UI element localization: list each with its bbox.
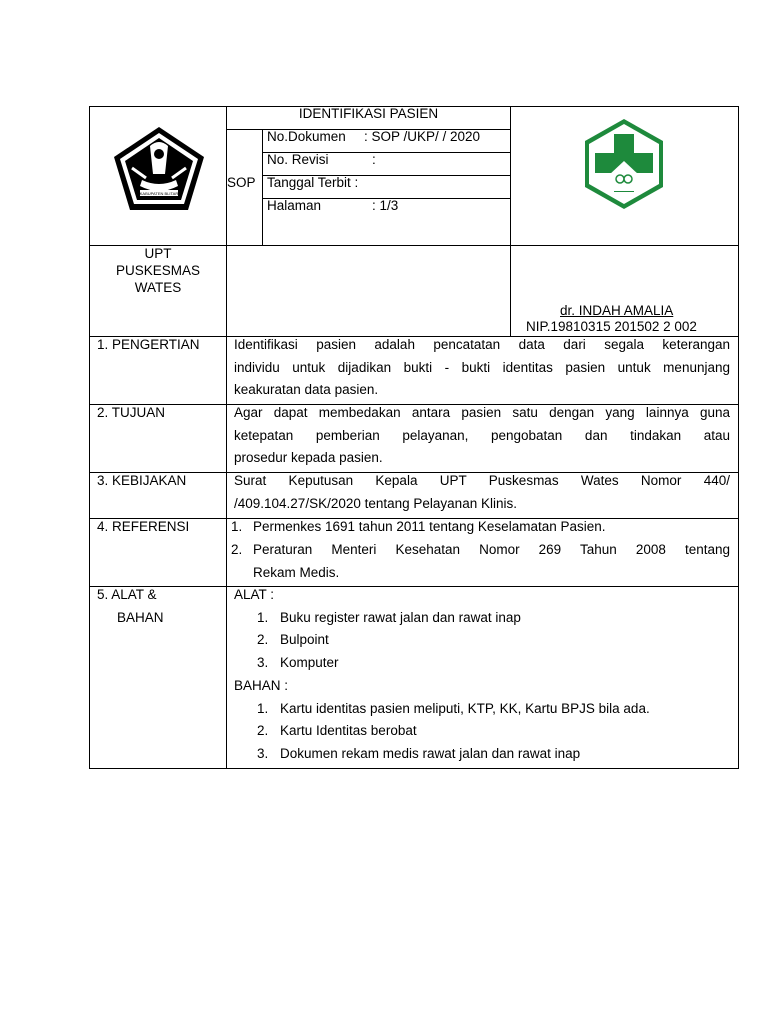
kebijakan-line-2: /409.104.27/SK/2020 tentang Pelayanan Klinis. (234, 496, 517, 511)
bahan-item-1: Kartu identitas pasien meliputi, KTP, KK, Kartu BPJS bila ada. (280, 701, 650, 716)
doc-number-label: No.Dokumen (267, 129, 346, 144)
referensi-item-2-num: 2. (231, 542, 243, 557)
logo-caption: KABUPATEN BLITAR (139, 191, 179, 196)
alat-item-1: Buku register rawat jalan dan rawat inap (280, 610, 521, 625)
signer-name: dr. INDAH AMALIA (560, 303, 674, 318)
bahan-item-3: Dokumen rekam medis rawat jalan dan rawat inap (280, 746, 581, 761)
kabupaten-blitar-logo (110, 124, 208, 214)
pengertian-line-3: keakuratan data pasien. (234, 382, 379, 397)
referensi-item-2-cont: Rekam Medis. (253, 565, 340, 580)
org-name-line3: WATES (134, 280, 182, 295)
section-label-referensi: 4. REFERENSI (97, 519, 190, 534)
issue-date-label: Tanggal Terbit : (267, 175, 359, 190)
referensi-item-1-num: 1. (231, 519, 243, 534)
document-title: IDENTIFIKASI PASIEN (298, 106, 439, 121)
section-label-kebijakan: 3. KEBIJAKAN (97, 473, 187, 488)
puskesmas-logo (577, 117, 671, 211)
tujuan-line-3: prosedur kepada pasien. (234, 450, 383, 465)
kebijakan-line-1: Surat Keputusan Kepala UPT Puskesmas Wates Nomor 440/ (234, 473, 730, 488)
alat-item-2: Bulpoint (280, 632, 329, 647)
sop-label: SOP (227, 175, 256, 190)
bahan-item-2: Kartu Identitas berobat (280, 723, 417, 738)
tujuan-line-2: ketepatan pemberian pelayanan, pengobatan dan tindakan atau (234, 428, 730, 443)
alat-item-1-num: 1. (257, 610, 269, 625)
bahan-heading: BAHAN : (234, 678, 289, 693)
page-value: : 1/3 (372, 198, 399, 213)
revision-value: : (372, 152, 376, 167)
section-label-alat-bahan-1: 5. ALAT & (97, 587, 157, 602)
tujuan-line-1: Agar dapat membedakan antara pasien satu dengan yang lainnya guna (234, 405, 730, 420)
doc-number-value: : SOP /UKP/ / 2020 (364, 129, 481, 144)
bahan-item-3-num: 3. (257, 746, 269, 761)
bahan-item-2-num: 2. (257, 723, 269, 738)
referensi-item-1: Permenkes 1691 tahun 2011 tentang Keselamatan Pasien. (253, 519, 606, 534)
page-label: Halaman (267, 198, 322, 213)
alat-item-3: Komputer (280, 655, 339, 670)
section-label-alat-bahan-2: BAHAN (117, 610, 164, 625)
alat-item-2-num: 2. (257, 632, 269, 647)
signer-nip: NIP.19810315 201502 2 002 (526, 319, 697, 334)
revision-label: No. Revisi (267, 152, 329, 167)
pengertian-line-2: individu untuk dijadikan bukti - bukti identitas pasien untuk menunjang (234, 360, 730, 375)
section-label-pengertian: 1. PENGERTIAN (97, 337, 200, 352)
org-name-line2: PUSKESMAS (115, 263, 201, 278)
referensi-item-2: Peraturan Menteri Kesehatan Nomor 269 Tahun 2008 tentang (253, 542, 730, 557)
alat-item-3-num: 3. (257, 655, 269, 670)
pengertian-line-1: Identifikasi pasien adalah pencatatan data dari segala keterangan (234, 337, 730, 352)
org-name-line1: UPT (144, 246, 172, 261)
bahan-item-1-num: 1. (257, 701, 269, 716)
alat-heading: ALAT : (234, 587, 275, 602)
section-label-tujuan: 2. TUJUAN (97, 405, 166, 420)
